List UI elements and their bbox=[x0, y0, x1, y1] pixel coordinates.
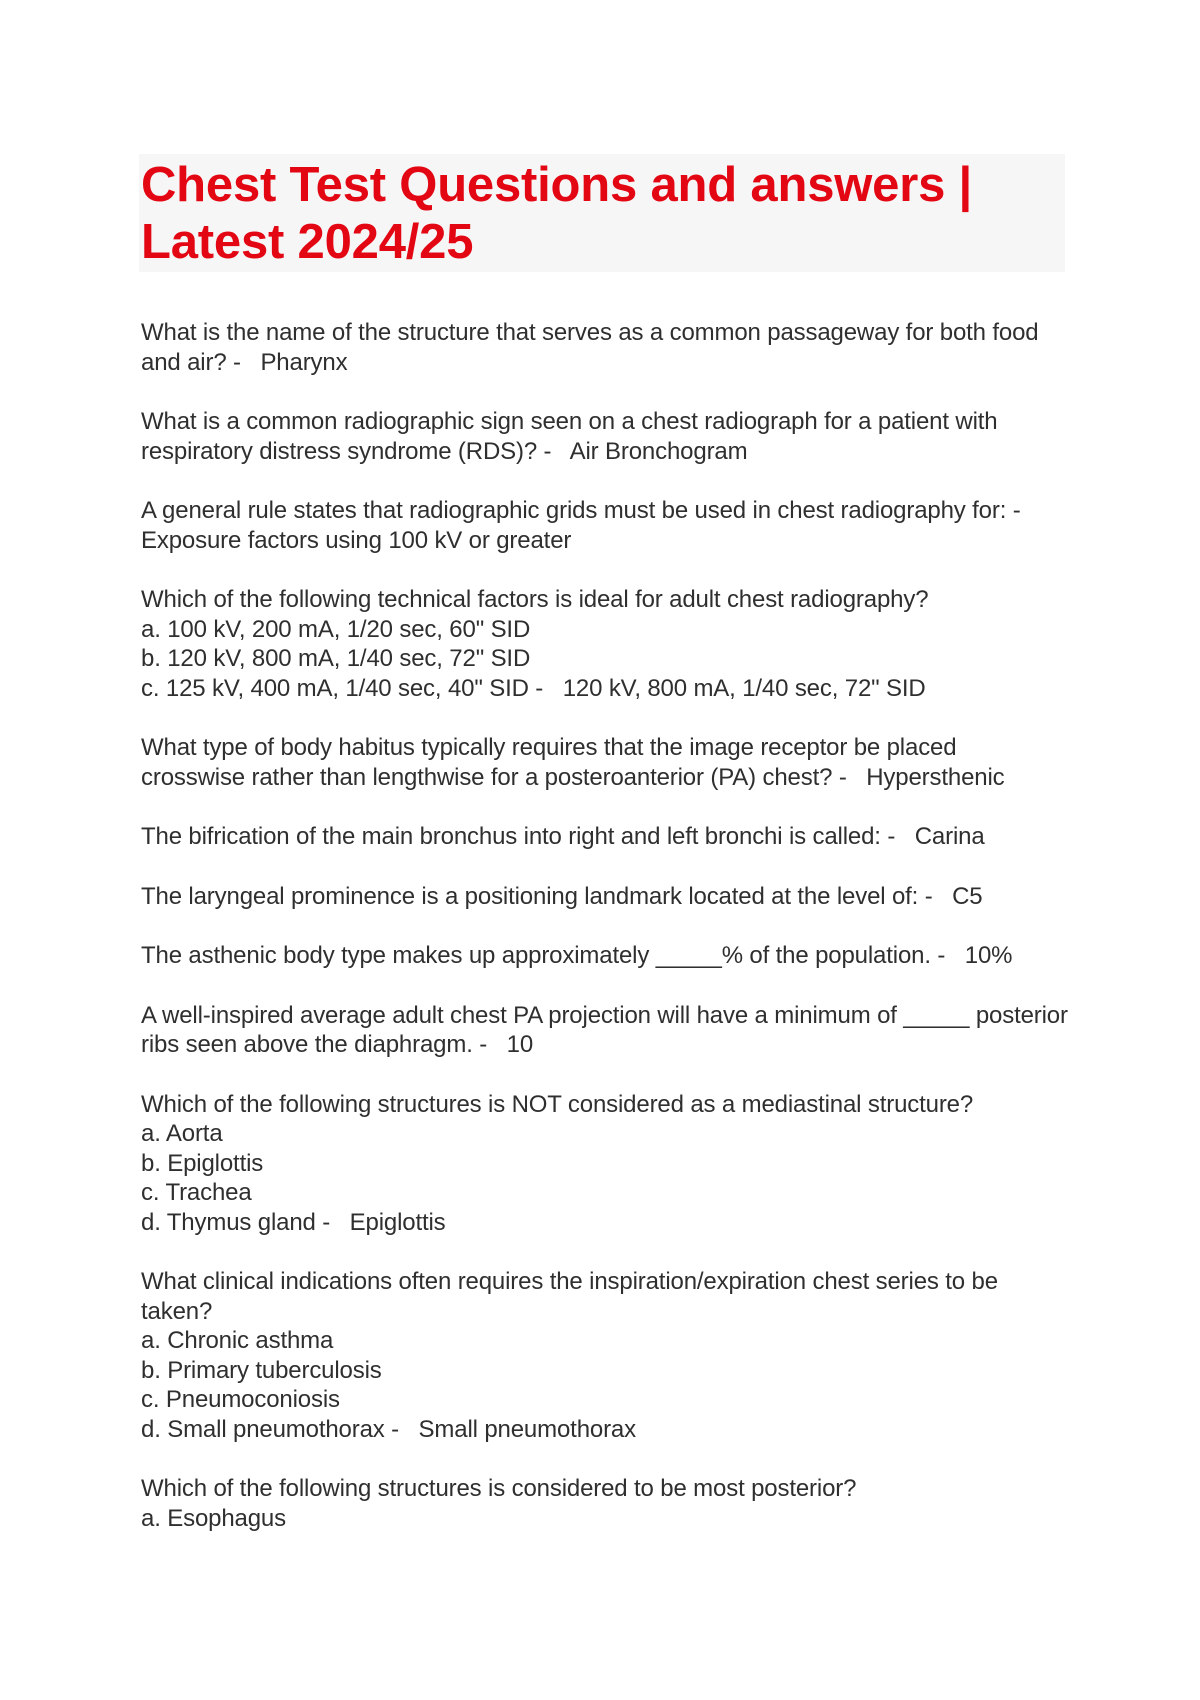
qa-text-line: d. Small pneumothorax - Small pneumothorax bbox=[141, 1415, 636, 1443]
qa-item bbox=[141, 318, 1071, 377]
qa-text-line: and air? - Pharynx bbox=[141, 348, 348, 376]
qa-item bbox=[141, 407, 1071, 466]
qa-text-line: b. 120 kV, 800 mA, 1/40 sec, 72" SID bbox=[141, 645, 531, 672]
qa-item bbox=[141, 585, 1071, 703]
question-text: Which of the following structures is NOT considered as a mediastinal structure? bbox=[141, 1090, 974, 1118]
question-text: A well-inspired average adult chest PA projection will have a minimum of _____ posterior bbox=[141, 1001, 1068, 1029]
question-text: What is the name of the structure that serves as a common passageway for both food bbox=[141, 319, 1039, 346]
qa-text-line: c. Trachea bbox=[141, 1179, 252, 1206]
qa-item bbox=[141, 822, 1071, 852]
qa-item bbox=[141, 882, 1071, 912]
question-text: What clinical indications often requires the inspiration/expiration chest series to be bbox=[141, 1268, 998, 1295]
qa-text-line: c. 125 kV, 400 mA, 1/40 sec, 40" SID - 120 kV, 800 mA, 1/40 sec, 72" SID bbox=[141, 674, 926, 702]
question-text: A general rule states that radiographic grids must be used in chest radiography for: - bbox=[141, 497, 1021, 524]
qa-list bbox=[141, 318, 1071, 1563]
qa-text-line: a. Aorta bbox=[141, 1120, 223, 1147]
qa-item bbox=[141, 496, 1071, 555]
qa-item bbox=[141, 1267, 1071, 1444]
question-text: What type of body habitus typically requires that the image receptor be placed bbox=[141, 734, 957, 761]
qa-text-line: b. Epiglottis bbox=[141, 1149, 264, 1177]
qa-text-line: ribs seen above the diaphragm. - 10 bbox=[141, 1031, 534, 1058]
qa-text-line: a. Chronic asthma bbox=[141, 1327, 334, 1354]
qa-item bbox=[141, 1090, 1071, 1238]
title-banner bbox=[139, 154, 1065, 272]
qa-text-line: d. Thymus gland - Epiglottis bbox=[141, 1208, 446, 1236]
question-text: The asthenic body type makes up approximately _____% of the population. - 10% bbox=[141, 942, 1013, 969]
page-title-line-2: Latest 2024/25 bbox=[141, 215, 474, 269]
qa-item bbox=[141, 1001, 1071, 1060]
question-text: The bifrication of the main bronchus into right and left bronchi is called: - Carina bbox=[141, 823, 985, 850]
qa-item bbox=[141, 733, 1071, 792]
qa-item bbox=[141, 941, 1071, 971]
qa-text-line: respiratory distress syndrome (RDS)? - Air Bronchogram bbox=[141, 437, 748, 465]
qa-text-line: a. Esophagus bbox=[141, 1504, 286, 1532]
qa-item bbox=[141, 1474, 1071, 1533]
qa-text-line: taken? bbox=[141, 1297, 213, 1325]
qa-text-line: crosswise rather than lengthwise for a posteroanterior (PA) chest? - Hypersthenic bbox=[141, 763, 1005, 791]
question-text: Which of the following structures is considered to be most posterior? bbox=[141, 1475, 857, 1502]
question-text: What is a common radiographic sign seen on a chest radiograph for a patient with bbox=[141, 408, 998, 435]
question-text: Which of the following technical factors is ideal for adult chest radiography? bbox=[141, 586, 929, 613]
qa-text-line: b. Primary tuberculosis bbox=[141, 1356, 382, 1384]
qa-text-line: a. 100 kV, 200 mA, 1/20 sec, 60" SID bbox=[141, 615, 531, 643]
qa-text-line: Exposure factors using 100 kV or greater bbox=[141, 526, 572, 554]
qa-text-line: c. Pneumoconiosis bbox=[141, 1386, 340, 1413]
question-text: The laryngeal prominence is a positioning landmark located at the level of: - C5 bbox=[141, 882, 983, 910]
page-title-line-1: Chest Test Questions and answers | bbox=[141, 158, 973, 212]
